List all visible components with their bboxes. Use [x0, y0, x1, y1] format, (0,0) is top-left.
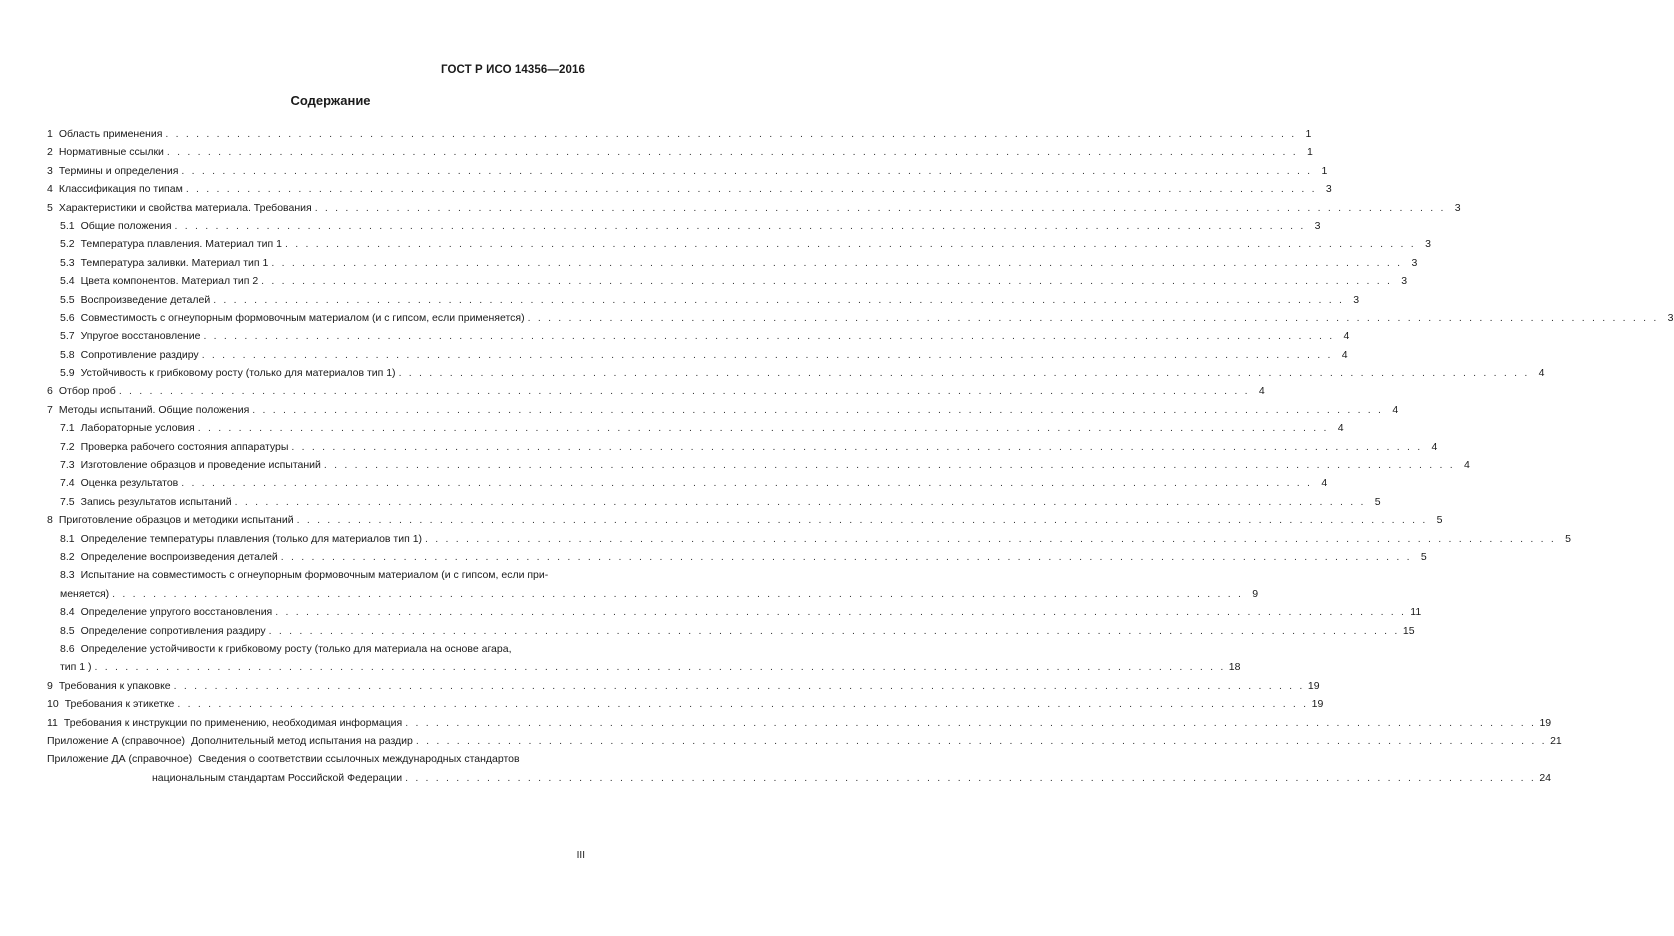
toc-entry-page: 3: [1667, 311, 1674, 324]
toc-entry-page: 4: [1538, 367, 1545, 380]
toc-entry-number: 8.5: [60, 624, 75, 637]
toc-entry[interactable]: [45, 474, 1328, 492]
toc-entry-page: 9: [1252, 587, 1259, 600]
toc-entry-page: 4: [1337, 422, 1344, 435]
toc-entry-page: 3: [1401, 275, 1408, 288]
toc-entry[interactable]: [45, 640, 585, 658]
toc-entry-text: Совместимость с огнеупорным формовочным материалом (и с гипсом, если применяется): [80, 311, 525, 324]
toc-entry-text: Температура заливки. Материал тип 1: [80, 256, 269, 269]
toc-entry[interactable]: [45, 199, 1461, 217]
toc-entry-number: 10: [47, 698, 59, 711]
toc-annex-da[interactable]: [45, 750, 585, 768]
toc-entry-number: 8.6: [60, 642, 75, 655]
leader-dots: [291, 438, 1422, 456]
toc-entry-text: Определение устойчивости к грибковому росту (только для материала на основе агара,: [80, 642, 512, 655]
toc-entry-number: 5.7: [60, 330, 75, 343]
toc-entry[interactable]: [45, 291, 1360, 309]
toc-entry-page: 19: [1307, 679, 1320, 692]
toc-entry[interactable]: [45, 622, 1415, 640]
toc-annex-da-continuation[interactable]: [45, 769, 1551, 787]
toc-entry-number: 5.1: [60, 219, 75, 232]
toc-entry-page: 1: [1307, 146, 1313, 159]
toc-entry[interactable]: [45, 217, 1321, 235]
toc-entry-page: 3: [1454, 201, 1461, 214]
annex-title: Сведения о соответствии ссылочных международных стандартов: [198, 753, 520, 766]
toc-entry-number: 7.3: [60, 459, 75, 472]
toc-entry[interactable]: [45, 327, 1350, 345]
toc-entry-text: Требования к этикетке: [64, 698, 175, 711]
annex-label: Приложение А (справочное): [47, 734, 186, 747]
toc-entry-text: Общие положения: [80, 219, 172, 232]
toc-entry[interactable]: [45, 143, 1313, 161]
toc-entry-text: Упругое восстановление: [80, 330, 201, 343]
toc-entry-number: 2: [47, 146, 53, 159]
leader-dots: [405, 714, 1536, 732]
toc-entry[interactable]: [45, 364, 1545, 382]
toc-entry-text: Изготовление образцов и проведение испытаний: [80, 459, 321, 472]
leader-dots: [315, 199, 1446, 217]
toc-entry-text: Оценка результатов: [80, 477, 179, 490]
table-of-contents: [45, 125, 1674, 787]
toc-entry-number: 8: [47, 514, 53, 527]
leader-dots: [174, 677, 1305, 695]
toc-entry-number: 9: [47, 679, 53, 692]
leader-dots: [285, 235, 1416, 253]
toc-entry-number: 5.2: [60, 238, 75, 251]
toc-annex-a[interactable]: [45, 732, 1562, 750]
toc-entry-text: Определение температуры плавления (только для материалов тип 1): [80, 532, 423, 545]
toc-entry-text: тип 1 ): [60, 661, 92, 674]
leader-dots: [297, 511, 1428, 529]
leader-dots: [181, 474, 1312, 492]
leader-dots: [95, 658, 1226, 676]
toc-entry-page: 4: [1392, 403, 1399, 416]
toc-entry[interactable]: [45, 254, 1418, 272]
toc-entry-text: Цвета компонентов. Материал тип 2: [80, 275, 259, 288]
toc-entry-number: 5.3: [60, 256, 75, 269]
leader-dots: [202, 346, 1333, 364]
toc-entry-page: 4: [1341, 348, 1348, 361]
toc-entry-page: 1: [1321, 164, 1328, 177]
toc-entry-page: 5: [1420, 550, 1427, 563]
toc-entry-text: меняется): [60, 587, 110, 600]
leader-dots: [399, 364, 1530, 382]
leader-dots: [213, 291, 1344, 309]
toc-entry-number: 1: [47, 128, 53, 140]
toc-entry-page: 18: [1228, 661, 1241, 674]
toc-entry-number: 7.2: [60, 440, 75, 453]
leader-dots: [252, 401, 1383, 419]
annex-title: Дополнительный метод испытания на раздир: [191, 734, 413, 747]
toc-entry-number: 8.3: [60, 569, 75, 582]
toc-entry-number: 5: [47, 201, 53, 214]
toc-entry-text: Нормативные ссылки: [58, 146, 164, 159]
toc-entry-number: 5.8: [60, 348, 75, 361]
document-code: ГОСТ Р ИСО 14356—2016: [440, 64, 585, 76]
toc-entry-number: 7.5: [60, 495, 75, 508]
leader-dots: [181, 162, 1312, 180]
toc-entry-number: 8.1: [60, 532, 75, 545]
toc-entry-page: 4: [1343, 330, 1350, 343]
toc-entry-text: Приготовление образцов и методики испытаний: [58, 514, 294, 527]
toc-entry-page: 3: [1425, 238, 1431, 251]
page-title: Содержание: [290, 93, 371, 108]
toc-entry-text: Температура плавления. Материал тип 1: [80, 238, 282, 251]
toc-entry-text: Проверка рабочего состояния аппаратуры: [80, 440, 289, 453]
toc-entry-text: Лабораторные условия: [80, 422, 195, 435]
toc-entry[interactable]: [45, 566, 585, 584]
leader-dots: [324, 456, 1455, 474]
toc-entry-text: Сопротивление раздиру: [80, 348, 199, 361]
toc-entry-number: 4: [47, 183, 53, 196]
annex-title: национальным стандартам Российской Федерации: [152, 771, 403, 784]
toc-entry-page: 5: [1565, 532, 1571, 545]
toc-entry-text: Методы испытаний. Общие положения: [58, 403, 250, 416]
toc-entry-text: Испытание на совместимость с огнеупорным формовочным материалом (и с гипсом, если при-: [80, 569, 549, 582]
leader-dots: [528, 309, 1659, 327]
toc-entry-text: Воспроизведение деталей: [80, 293, 211, 306]
toc-entry-number: 8.4: [60, 606, 75, 619]
toc-entry-page: 4: [1431, 440, 1438, 453]
leader-dots: [165, 125, 1296, 143]
toc-entry[interactable]: [45, 272, 1408, 290]
leader-dots: [112, 585, 1243, 603]
page-number: III: [576, 850, 585, 861]
toc-entry-text: Требования к инструкции по применению, необходимая информация: [63, 716, 403, 729]
toc-entry-page: 4: [1321, 477, 1328, 490]
toc-entry-continuation[interactable]: [45, 585, 1259, 603]
toc-entry-number: 5.6: [60, 311, 75, 324]
leader-dots: [281, 548, 1412, 566]
leader-dots: [271, 254, 1402, 272]
toc-entry-text: Определение воспроизведения деталей: [80, 550, 278, 563]
toc-entry[interactable]: [45, 714, 1552, 732]
toc-entry[interactable]: [45, 438, 1438, 456]
toc-entry[interactable]: [45, 548, 1427, 566]
toc-entry-continuation[interactable]: [45, 658, 1241, 676]
leader-dots: [175, 217, 1306, 235]
toc-entry[interactable]: [45, 382, 1265, 400]
leader-dots: [186, 180, 1317, 198]
toc-entry[interactable]: [45, 180, 1332, 198]
leader-dots: [167, 143, 1298, 161]
toc-entry-number: 8.2: [60, 550, 75, 563]
toc-entry-page: 3: [1353, 293, 1360, 306]
toc-entry-page: 1: [1305, 128, 1312, 140]
toc-entry[interactable]: [45, 235, 1431, 253]
toc-entry-text: Запись результатов испытаний: [80, 495, 232, 508]
toc-entry-page: 5: [1374, 495, 1381, 508]
toc-entry[interactable]: [45, 603, 1422, 621]
toc-entry-text: Характеристики и свойства материала. Требования: [58, 201, 312, 214]
toc-entry[interactable]: [45, 419, 1344, 437]
leader-dots: [275, 603, 1406, 621]
leader-dots: [405, 769, 1536, 787]
toc-entry-page: 3: [1325, 183, 1332, 196]
toc-entry-page: 4: [1463, 459, 1470, 472]
leader-dots: [425, 530, 1556, 548]
toc-entry-text: Определение упругого восстановления: [80, 606, 273, 619]
leader-dots: [261, 272, 1392, 290]
toc-entry-text: Требования к упаковке: [58, 679, 171, 692]
toc-entry[interactable]: [45, 346, 1348, 364]
toc-entry-text: Отбор проб: [58, 385, 116, 398]
leader-dots: [177, 695, 1308, 713]
leader-dots: [235, 493, 1366, 511]
toc-entry[interactable]: [45, 125, 1312, 143]
toc-entry-number: 11: [47, 716, 58, 729]
toc-entry[interactable]: [45, 530, 1571, 548]
toc-entry-text: Классификация по типам: [58, 183, 183, 196]
toc-entry-page: 15: [1402, 624, 1415, 637]
leader-dots: [269, 622, 1400, 640]
toc-entry-number: 5.5: [60, 293, 75, 306]
toc-entry[interactable]: [45, 695, 1324, 713]
toc-entry[interactable]: [45, 677, 1320, 695]
toc-entry-text: Определение сопротивления раздиру: [80, 624, 266, 637]
toc-entry-text: Устойчивость к грибковому росту (только для материалов тип 1): [80, 367, 396, 380]
annex-label: Приложение ДА (справочное): [47, 753, 193, 766]
toc-entry-page: 4: [1258, 385, 1265, 398]
leader-dots: [203, 327, 1334, 345]
toc-entry[interactable]: [45, 162, 1328, 180]
toc-entry-number: 7.4: [60, 477, 75, 490]
toc-entry[interactable]: [45, 493, 1381, 511]
toc-entry-page: 5: [1436, 514, 1443, 527]
toc-entry[interactable]: [45, 456, 1470, 474]
toc-entry-page: 24: [1539, 771, 1551, 784]
toc-entry-number: 7.1: [60, 422, 75, 435]
leader-dots: [119, 382, 1250, 400]
toc-entry[interactable]: [45, 511, 1443, 529]
toc-entry[interactable]: [45, 309, 1674, 327]
toc-entry-number: 6: [47, 385, 53, 398]
leader-dots: [416, 732, 1547, 750]
toc-entry-page: 11: [1410, 606, 1422, 619]
toc-entry-page: 19: [1539, 716, 1552, 729]
toc-entry-text: Область применения: [58, 128, 163, 140]
toc-entry[interactable]: [45, 401, 1399, 419]
toc-entry-text: Термины и определения: [58, 164, 179, 177]
toc-entry-number: 5.9: [60, 367, 75, 380]
toc-entry-number: 5.4: [60, 275, 75, 288]
toc-entry-number: 3: [47, 164, 53, 177]
toc-entry-page: 21: [1550, 734, 1562, 747]
toc-entry-number: 7: [47, 403, 53, 416]
toc-entry-page: 3: [1314, 219, 1321, 232]
toc-entry-page: 3: [1411, 256, 1418, 269]
leader-dots: [198, 419, 1329, 437]
toc-entry-page: 19: [1311, 698, 1324, 711]
